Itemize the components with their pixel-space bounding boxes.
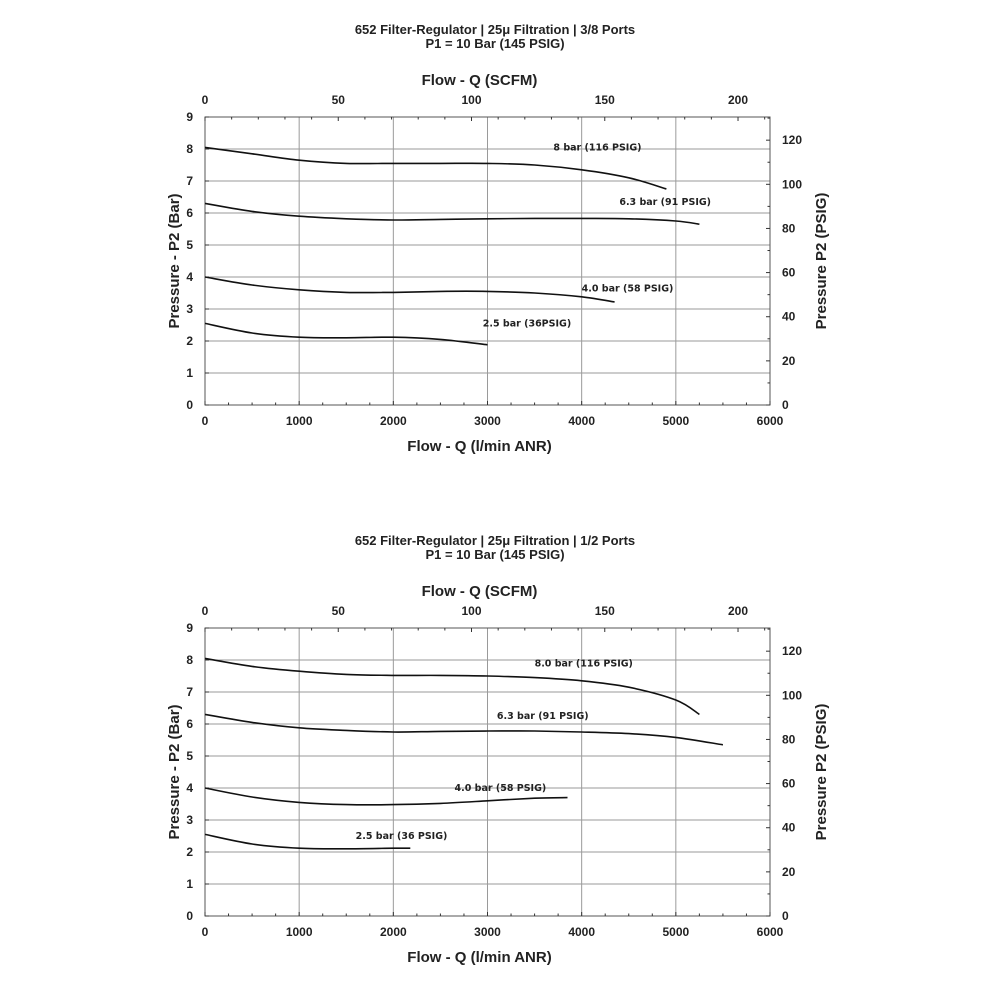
y-tick-label: 6 (186, 717, 193, 731)
x-tick-label: 1000 (285, 925, 313, 939)
series-label-1: 8.0 bar (116 PSIG) (534, 658, 633, 670)
x-tick-label: 2000 (379, 414, 407, 428)
y-tick-label: 2 (186, 845, 193, 859)
x2-tick-label: 200 (728, 93, 749, 107)
y2-axis-title: Pressure P2 (PSIG) (813, 703, 830, 841)
y2-tick-label: 120 (782, 644, 803, 659)
y2-tick-label: 120 (782, 133, 803, 148)
x-tick-label: 1000 (285, 414, 313, 428)
series-line-2 (205, 714, 723, 744)
x-tick-label: 3000 (474, 414, 501, 428)
y2-tick-label: 100 (782, 688, 803, 703)
y2-tick-label: 60 (782, 776, 796, 791)
y-tick-label: 7 (186, 174, 193, 188)
y-tick-label: 0 (186, 398, 193, 412)
x-tick-label: 0 (201, 925, 209, 939)
x2-axis-title: Flow - Q (SCFM) (421, 583, 538, 600)
x-tick-label: 6000 (756, 414, 784, 428)
series-label-1: 8 bar (116 PSIG) (553, 142, 642, 154)
chart-panel-1 (166, 22, 830, 455)
x-axis-title: Flow - Q (l/min ANR) (407, 438, 552, 455)
x2-tick-label: 100 (461, 93, 482, 107)
chart-title: 652 Filter-Regulator | 25μ Filtration | 3/8 Ports (354, 22, 636, 37)
x2-tick-label: 200 (728, 604, 749, 618)
x-tick-label: 4000 (568, 925, 596, 939)
x-tick-label: 4000 (568, 414, 596, 428)
x2-tick-label: 150 (594, 604, 615, 618)
y2-tick-label: 40 (782, 820, 796, 835)
series-line-4 (205, 323, 488, 344)
y2-tick-label: 20 (782, 864, 796, 879)
y-tick-label: 4 (186, 270, 193, 284)
y2-tick-label: 0 (782, 398, 789, 412)
x2-tick-label: 0 (201, 604, 209, 618)
x-tick-label: 0 (201, 414, 209, 428)
x2-tick-label: 0 (201, 93, 209, 107)
x2-tick-label: 100 (461, 604, 482, 618)
chart-panel-2 (166, 533, 830, 966)
y-tick-label: 1 (186, 877, 193, 891)
y-tick-label: 5 (186, 749, 193, 763)
y-tick-label: 9 (186, 621, 193, 635)
x2-tick-label: 50 (331, 93, 345, 107)
y-tick-label: 9 (186, 110, 193, 124)
x-tick-label: 5000 (662, 925, 690, 939)
y2-axis-title: Pressure P2 (PSIG) (813, 192, 830, 330)
y-axis-title: Pressure - P2 (Bar) (166, 704, 183, 840)
y-tick-label: 8 (186, 142, 193, 156)
x2-tick-label: 50 (331, 604, 345, 618)
series-label-3: 4.0 bar (58 PSIG) (581, 283, 674, 295)
x2-axis-title: Flow - Q (SCFM) (421, 72, 538, 89)
x-tick-label: 5000 (662, 414, 690, 428)
y-tick-label: 7 (186, 685, 193, 699)
x2-tick-label: 150 (594, 93, 615, 107)
x-tick-label: 3000 (474, 925, 501, 939)
chart-title: 652 Filter-Regulator | 25μ Filtration | 1/2 Ports (354, 533, 636, 548)
y2-tick-label: 0 (782, 909, 789, 923)
y-tick-label: 3 (186, 813, 193, 827)
y-tick-label: 2 (186, 334, 193, 348)
series-line-3 (205, 277, 615, 302)
y-tick-label: 6 (186, 206, 193, 220)
y-tick-label: 0 (186, 909, 193, 923)
series-label-4: 2.5 bar (36PSIG) (482, 318, 572, 330)
x-tick-label: 2000 (379, 925, 407, 939)
y-axis-title: Pressure - P2 (Bar) (166, 193, 183, 329)
series-label-4: 2.5 bar (36 PSIG) (355, 831, 448, 843)
series-line-1 (205, 147, 666, 189)
x-axis-title: Flow - Q (l/min ANR) (407, 949, 552, 966)
y2-tick-label: 20 (782, 353, 796, 368)
y2-tick-label: 80 (782, 221, 796, 236)
y2-tick-label: 80 (782, 732, 796, 747)
series-label-2: 6.3 bar (91 PSIG) (496, 711, 589, 723)
series-label-3: 4.0 bar (58 PSIG) (454, 783, 547, 795)
y-tick-label: 8 (186, 653, 193, 667)
chart-subtitle: P1 = 10 Bar (145 PSIG) (425, 547, 565, 562)
y2-tick-label: 100 (782, 177, 803, 192)
y-tick-label: 1 (186, 366, 193, 380)
y-tick-label: 5 (186, 238, 193, 252)
series-label-2: 6.3 bar (91 PSIG) (619, 197, 712, 208)
chart-subtitle: P1 = 10 Bar (145 PSIG) (425, 36, 565, 51)
y-tick-label: 4 (186, 781, 193, 795)
y2-tick-label: 60 (782, 265, 796, 280)
x-tick-label: 6000 (756, 925, 784, 939)
y2-tick-label: 40 (782, 309, 796, 324)
y-tick-label: 3 (186, 302, 193, 316)
